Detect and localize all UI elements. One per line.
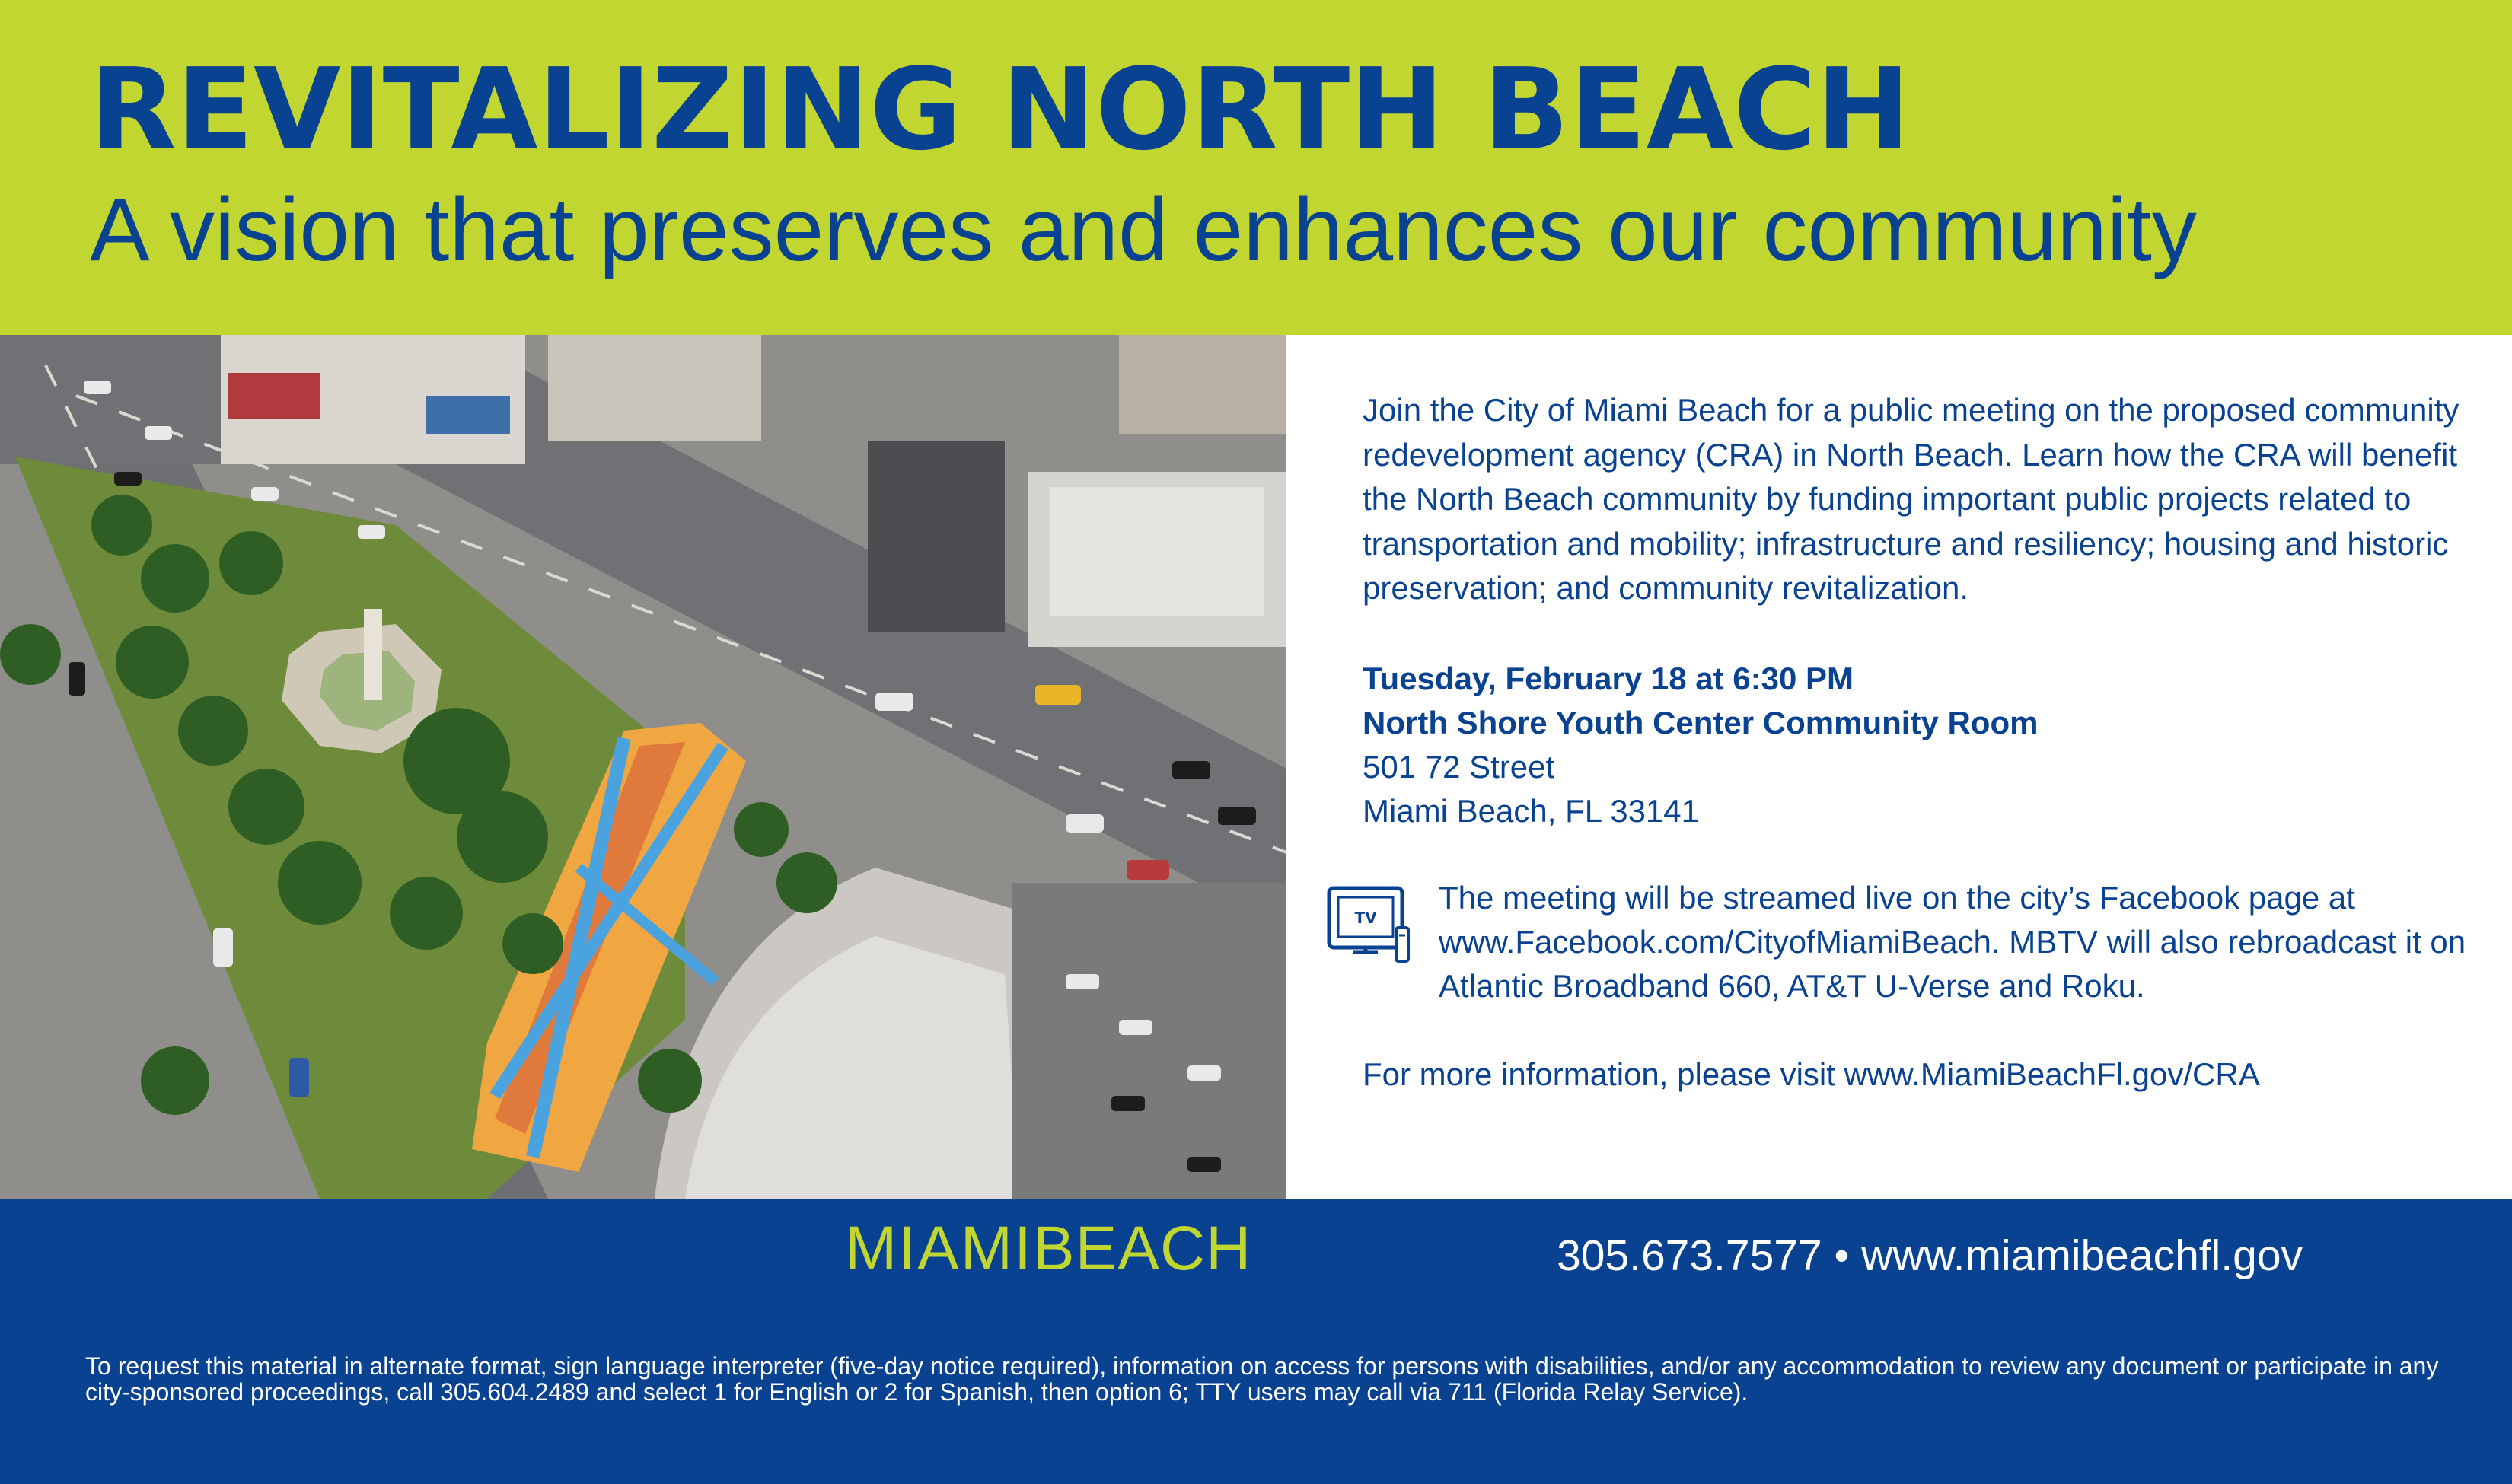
stream-text: The meeting will be streamed live on the city’s Facebook page at www.Facebook.com/CityofMiamiBeach. MBTV will also rebroadcast it on Atlantic Broadband 660, AT&T U-Verse and Roku. [1439, 879, 2466, 1004]
page-title: REVITALIZING NORTH BEACH [90, 44, 1911, 175]
accessibility-disclaimer: To request this material in alternate format, sign language interpreter (five-day notice required), information on access for persons with disabilities, and/or any accommodation to review any document or participate in any city-sponsored proceedings, call 305.604.2489 and select 1 for English or 2 for Spanish, then option 6; TTY users may call via 711 (Florida Relay Service). [85, 1352, 2439, 1406]
page-subtitle: A vision that preserves and enhances our community [90, 180, 2197, 280]
contact-info: 305.673.7577 • www.miamibeachfl.gov [1557, 1231, 2303, 1280]
address-line-1: 501 72 Street [1363, 748, 1555, 785]
event-info [1363, 657, 2474, 833]
more-info-text: For more information, please visit www.MiamiBeachFl.gov/CRA [1363, 1056, 2260, 1092]
aerial-photo [0, 335, 1286, 1199]
header-banner [0, 0, 2512, 335]
event-datetime: Tuesday, February 18 at 6:30 PM [1363, 660, 1854, 696]
meeting-details [1354, 388, 2474, 1097]
event-venue: North Shore Youth Center Community Room [1363, 704, 2039, 740]
logo-miami: MIAMI [845, 1214, 1033, 1283]
address-line-2: Miami Beach, FL 33141 [1363, 792, 1700, 829]
logo-beach: BEACH [1032, 1214, 1252, 1283]
miami-beach-logo [845, 1214, 1252, 1283]
tv-icon-label: TV [1354, 908, 1377, 927]
tv-icon [1325, 884, 1416, 975]
stream-info [1354, 876, 2474, 1008]
intro-paragraph: Join the City of Miami Beach for a public meeting on the proposed community redevelopment agency (CRA) in North Beach. Learn how the CRA will benefit the North Beach community by funding important public projects related to transportation and mobility; infrastructure and resiliency; housing and historic preservation; and community revitalization. [1363, 392, 2459, 606]
